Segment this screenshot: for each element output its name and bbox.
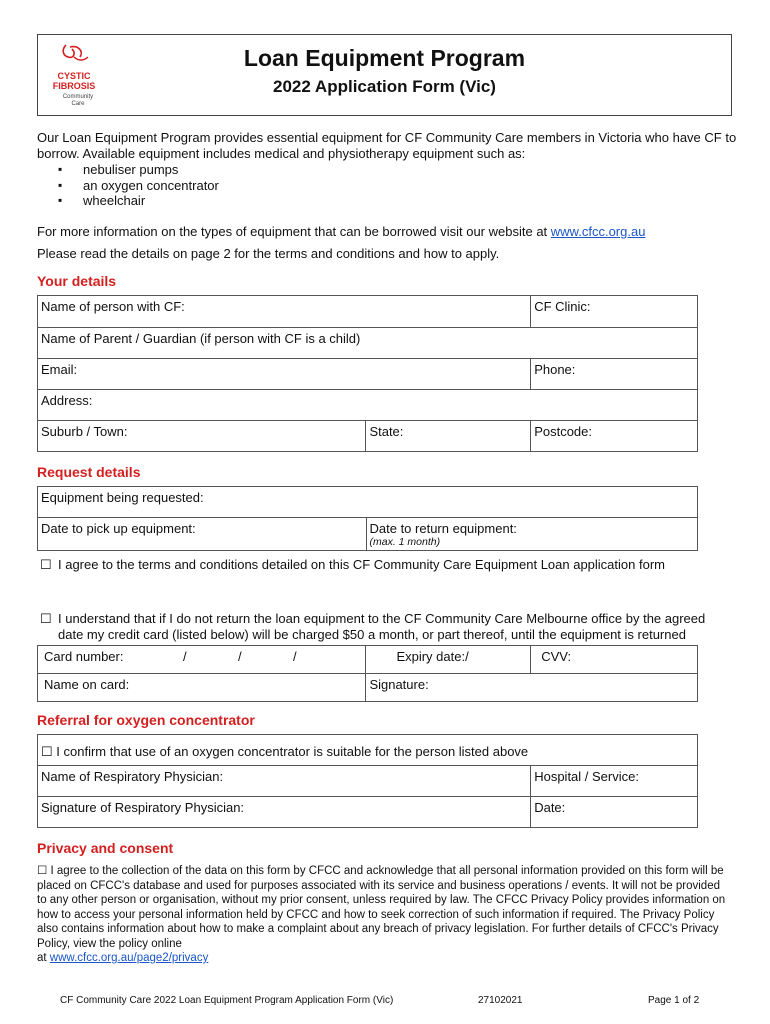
read-details-text: Please read the details on page 2 for the terms and conditions and how to apply.: [37, 246, 500, 261]
hospital-service-field[interactable]: Hospital / Service:: [531, 766, 698, 797]
confirm-oxygen-checkbox[interactable]: ☐ I confirm that use of an oxygen concentrator is suitable for the person listed above: [38, 735, 698, 766]
card-sep: /: [183, 649, 187, 664]
card-sep: /: [238, 649, 242, 664]
return-date-field[interactable]: [366, 518, 698, 551]
card-number-field[interactable]: Card number: / / /: [38, 646, 366, 674]
signature-field[interactable]: Signature:: [366, 674, 698, 702]
suburb-field[interactable]: Suburb / Town:: [38, 421, 366, 452]
more-info-prefix: For more information on the types of equipment that can be borrowed visit our website at: [37, 224, 551, 239]
more-info-text: [37, 224, 737, 240]
physician-signature-field[interactable]: Signature of Respiratory Physician:: [38, 797, 531, 828]
payment-table: [37, 645, 698, 702]
page-number: Page 1 of 2: [648, 995, 700, 1006]
physician-name-field[interactable]: Name of Respiratory Physician:: [38, 766, 531, 797]
request-details-heading: Request details: [37, 464, 141, 480]
phone-field[interactable]: Phone:: [531, 359, 698, 390]
pickup-date-field[interactable]: Date to pick up equipment:: [38, 518, 367, 551]
checkbox-icon[interactable]: ☐: [41, 744, 53, 759]
email-field[interactable]: Email:: [38, 359, 531, 390]
logo-text-community: Community: [62, 94, 94, 100]
list-item: ▪ wheelchair: [58, 193, 219, 209]
header-box: [37, 34, 732, 116]
referral-date-field[interactable]: Date:: [531, 797, 698, 828]
privacy-checkbox[interactable]: ☐: [37, 865, 48, 877]
page-subtitle: 2022 Application Form (Vic): [273, 77, 496, 96]
card-sep: /: [293, 649, 297, 664]
logo-text-fibrosis: FIBROSIS: [52, 81, 96, 91]
equipment-field[interactable]: Equipment being requested:: [38, 487, 698, 518]
privacy-policy-link[interactable]: www.cfcc.org.au/page2/privacy: [49, 952, 209, 964]
privacy-consent-text: ☐ I agree to the collection of the data on this form by CFCC and acknowledge that all personal information provided on this form will be placed on CFCC's database and used for purposes associated with its service and business operations / events. It will not be provided to any other person or organisation, without my prior consent, unless required by law. The CFCC Privacy Policy provides information on how to access your personal information held by CFCC and how to seek correction of such information if required. The Privacy Policy also contains information about how to make a complaint about any breach of privacy legislation. For further details of CFCC's Privacy Policy, view the policy online at www.cfcc.org.au/page2/privacy: [37, 865, 726, 964]
logo-text-care: Care: [71, 101, 85, 107]
understand-charge-checkbox[interactable]: ☐ I understand that if I do not return the loan equipment to the CF Community Care Melbourne office by the agreed date my credit card (listed below) will be charged $50 a month, or part thereof, until the equipment is returned: [40, 611, 706, 642]
intro-paragraph: Our Loan Equipment Program provides essential equipment for CF Community Care members in Victoria who have CF to borrow. Available equipment includes medical and physiotherapy equipment such as:: [37, 130, 737, 161]
return-date-label: Date to return equipment:: [369, 521, 517, 536]
cvv-field[interactable]: CVV:: [531, 646, 698, 674]
expiry-date-field[interactable]: Expiry date:/: [366, 646, 531, 674]
your-details-table: [37, 295, 698, 452]
name-on-card-field[interactable]: Name on card:: [38, 674, 366, 702]
privacy-heading: Privacy and consent: [37, 840, 174, 856]
footer-title: CF Community Care 2022 Loan Equipment Program Application Form (Vic): [60, 995, 394, 1006]
request-details-table: [37, 486, 698, 551]
checkbox-icon[interactable]: ☐: [40, 611, 52, 626]
your-details-heading: Your details: [37, 273, 117, 289]
logo-text-cystic: CYSTIC: [57, 71, 91, 81]
cf-clinic-field[interactable]: CF Clinic:: [531, 296, 698, 328]
page-title: Loan Equipment Program: [243, 45, 526, 71]
checkbox-icon[interactable]: ☐: [40, 557, 52, 572]
address-field[interactable]: Address:: [38, 390, 698, 421]
list-item: ▪ an oxygen concentrator: [58, 178, 219, 194]
referral-table: [37, 734, 698, 828]
agree-terms-checkbox[interactable]: ☐ I agree to the terms and conditions detailed on this CF Community Care Equipment Loan application form: [40, 557, 665, 572]
referral-heading: Referral for oxygen concentrator: [37, 712, 255, 728]
name-cf-field[interactable]: Name of person with CF:: [38, 296, 531, 328]
state-field[interactable]: State:: [366, 421, 531, 452]
list-item: ▪ nebuliser pumps: [58, 162, 219, 178]
website-link[interactable]: www.cfcc.org.au: [550, 224, 646, 239]
parent-guardian-field[interactable]: Name of Parent / Guardian (if person with CF is a child): [38, 328, 698, 359]
return-date-note: (max. 1 month): [369, 536, 441, 548]
footer-code: 27102021: [478, 995, 523, 1006]
postcode-field[interactable]: Postcode:: [531, 421, 698, 452]
equipment-list: [58, 162, 219, 209]
